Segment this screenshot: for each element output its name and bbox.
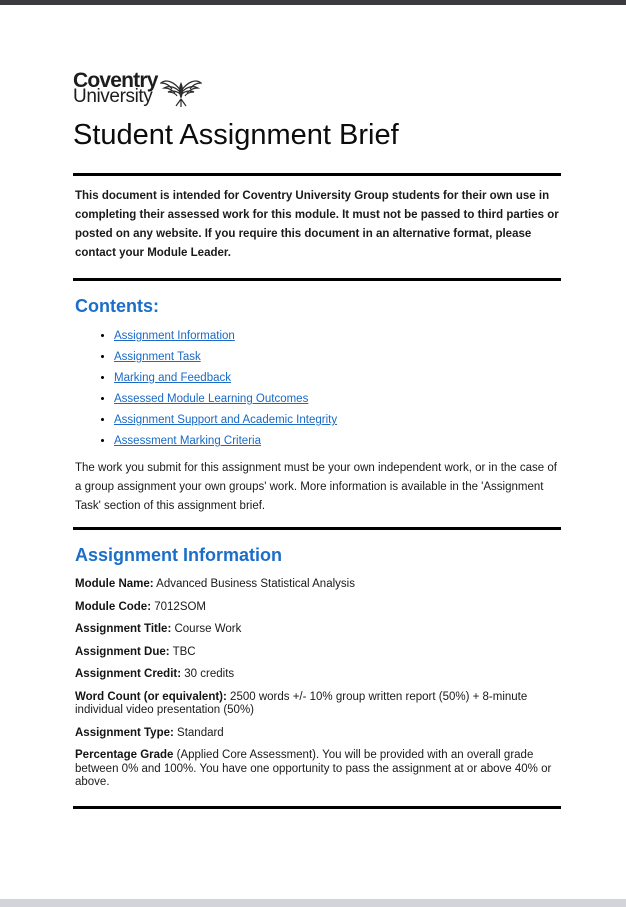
link-assessed-module-learning-outcomes[interactable]: Assessed Module Learning Outcomes (114, 393, 309, 405)
horizontal-rule (73, 173, 561, 176)
list-item (114, 435, 561, 447)
field-word-count (75, 691, 561, 718)
phoenix-icon (160, 73, 202, 112)
field-module-code (75, 601, 561, 615)
window-bottom-edge (0, 899, 626, 907)
link-assessment-marking-criteria[interactable]: Assessment Marking Criteria (114, 435, 261, 447)
link-assignment-support-and-academic-integrity[interactable]: Assignment Support and Academic Integrity (114, 414, 338, 426)
field-label: Assignment Due: (75, 645, 170, 658)
contents-heading: Contents: (75, 296, 159, 316)
own-work-note: The work you submit for this assignment must be your own independent work, or in the case of a group assignment your own groups' work. More information is available in the 'Assignment Task' section of this assignment brief. (75, 462, 557, 512)
logo-line1: Coventry (73, 69, 158, 92)
field-label: Module Name: (75, 578, 154, 590)
usage-notice: This document is intended for Coventry University Group students for their own use in completing their assessed work for this module. It must not be passed to third parties or posted on any website. If you require this document in an alternative format, please contact your Module Leader. (75, 190, 559, 259)
field-assignment-title (75, 623, 561, 637)
field-value: (Applied Core Assessment). You will be provided with an overall grade between 0% and 100%. You have one opportunity to pass the assignment at or above 40% or above. (75, 749, 552, 788)
field-value: 7012SOM (154, 600, 207, 613)
field-label: Assignment Credit: (75, 668, 182, 680)
contents-list (75, 330, 561, 447)
university-logo (73, 69, 561, 112)
link-assignment-information[interactable]: Assignment Information (114, 330, 235, 342)
list-item (114, 393, 561, 405)
page-title: Student Assignment Brief (73, 119, 399, 151)
list-item (114, 372, 561, 384)
horizontal-rule (73, 278, 561, 281)
link-marking-and-feedback[interactable]: Marking and Feedback (114, 372, 231, 384)
horizontal-rule (73, 527, 561, 530)
assignment-information-heading: Assignment Information (75, 545, 283, 565)
field-percentage-grade (75, 749, 561, 790)
field-value: TBC (172, 645, 196, 658)
field-value: Standard (177, 726, 224, 739)
logo-wordmark (73, 69, 158, 107)
field-value: 30 credits (184, 668, 235, 680)
list-item (114, 351, 561, 363)
field-assignment-type (75, 727, 561, 741)
field-value: 2500 words +/- 10% group written report (50%) + 8-minute individual video presentation (50%) (75, 690, 528, 716)
list-item (114, 330, 561, 342)
field-assignment-credit (75, 668, 561, 682)
link-assignment-task[interactable]: Assignment Task (114, 351, 201, 363)
field-label: Word Count (or equivalent): (75, 690, 227, 703)
field-label: Module Code: (75, 600, 152, 613)
document-page (73, 0, 561, 809)
list-item (114, 414, 561, 426)
field-value: Course Work (174, 623, 242, 635)
field-label: Assignment Title: (75, 623, 172, 635)
assignment-information-fields (73, 578, 561, 790)
field-label: Assignment Type: (75, 726, 174, 739)
field-assignment-due (75, 646, 561, 660)
logo-line2: University (73, 86, 153, 107)
horizontal-rule (73, 806, 561, 809)
field-value: Advanced Business Statistical Analysis (156, 578, 355, 590)
field-label: Percentage Grade (75, 749, 174, 761)
field-module-name (75, 578, 561, 592)
